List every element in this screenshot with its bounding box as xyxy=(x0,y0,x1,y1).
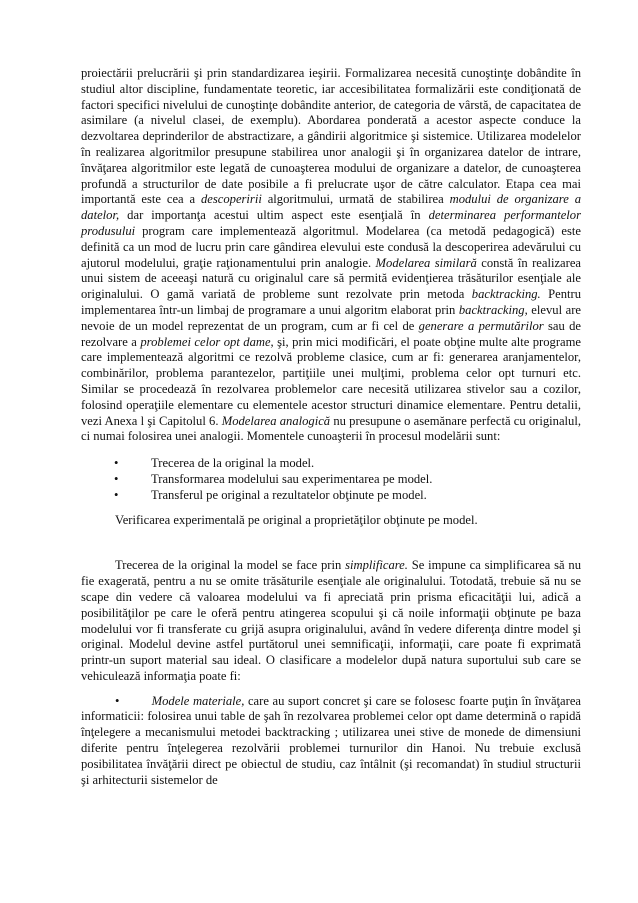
paragraph-modele-materiale: • Modele materiale, care au suport concret şi care se folosesc foarte puţin în învăţarea informaticii: folosirea unui table de şah în rezolvarea problemei celor opt dame determină o rapidă înţelegere a mecanismului metodei backtracking ; utilizarea unei stive de monede de dimensiuni diferite pentru înţelegerea rezolvării problemei turnurilor din Hanoi. Nu trebuie exclusă posibilitatea învăţării direct pe obiectul de studiu, caz întâlnit (şi recomandat) în studiul structurii şi arhitecturii sistemelor de xyxy=(81,693,582,787)
spacer xyxy=(81,528,581,558)
bullet-icon: • xyxy=(114,456,119,471)
bullet-icon: • xyxy=(115,693,120,708)
list-item: • Transferul pe original a rezultatelor obţinute pe model. xyxy=(114,487,427,502)
paragraph-modelare: proiectării prelucrării şi prin standardizarea ieşirii. Formalizarea necesită cunoştinţe dobândite în studiul altor discipline, fundamentate teoretic, iar accesibilitatea formalizării este condiţionată de factori specifici nivelului de cunoştinţe dobândite anterior, de categoria de vârstă, de capacitatea de asimilare (a nivelul clasei, de exemplu). Abordarea ponderată a acestor aspecte conduce la dezvoltarea deprinderilor de abstractizare, a gândirii algoritmice şi sistemice. Utilizarea modelelor în realizarea algoritmilor presupune stabilirea unor analogii şi în organizarea datelor de intrare, învăţarea algoritmilor este legată de cunoaşterea modului de organizare a datelor, de cunoaşterea profundă a structurilor de date posibile a fi prelucrate uşor de către calculator. Etapa cea mai importantă este cea a descoperirii algoritmului, urmată de stabilirea modului de organizare a datelor, dar importanţa acestui ultim aspect este esenţială în determinarea performantelor produsului program care implementează algoritmul. Modelarea (ca metodă pedagogică) este definită ca un mod de lucru prin care gândirea elevului este condusă la descoperirea adevărului cu ajutorul modelului, graţie raţionamentului prin analogie. Modelarea similară constă în realizarea unui sistem de aceeaşi natură cu originalul care să permită evidenţierea trăsăturilor esenţiale ale originalului. O gamă variată de probleme sunt rezolvate prin metoda backtracking. Pentru implementarea într-un limbaj de programare a unui algoritm elaborat prin backtracking, elevul are nevoie de un model reprezentat de un program, cum ar fi cel de generare a permutărilor sau de rezolvare a problemei celor opt dame, şi, prin mici modificări, el poate obţine multe alte programe care implementează algoritmi ce rezolvă probleme clasice, cum ar fi: generarea aranjamentelor, combinărilor, problema parantezelor, partiţiile unei mulţimi, problema celor opt turnuri etc. Similar se procedează în rezolvarea problemelor care necesită utilizarea stivelor sau a cozilor, folosind operaţiile elementare cu elementele acestor structuri dinamice elementare. Pentru detalii, vezi Anexa l şi Capitolul 6. Modelarea analogică nu presupune o asemănare perfectă cu originalul, ci numai folosirea unei analogii. Momentele cunoaşterii în procesul modelării sunt: xyxy=(81,66,582,444)
list-item: • Trecerea de la original la model. xyxy=(114,456,315,471)
modelling-steps-list xyxy=(81,456,581,503)
list-item: • Transformarea modelului sau experimentarea pe model. xyxy=(114,471,433,486)
bullet-icon: • xyxy=(114,487,119,502)
bullet-icon: • xyxy=(114,471,119,486)
paragraph-simplificare: Trecerea de la original la model se face prin simplificare. Se impune ca simplificarea să nu fie exagerată, pentru a nu se omite trăsăturile esenţiale ale originalului. Totodată, trebuie să nu se scape din vedere că valoarea modelului va fi apreciată prin prisma eficacităţii lui, adică a posibilităţilor pe care le oferă pentru atingerea scopului şi că noile informaţii obţinute pe baza modelului vor fi transferate cu grijă asupra originalului, având în vedere diferenţa dintre model şi original. Modelul devine astfel purtătorul unei semnificaţii, informaţii, care poate fi exprimată printr-un suport material sau ideal. O clasificare a modelelor după natura suportului sub care se vehiculează informaţia poate fi: xyxy=(81,558,581,683)
verification-step: Verificarea experimentală pe original a proprietăţilor obţinute pe model. xyxy=(115,512,478,527)
